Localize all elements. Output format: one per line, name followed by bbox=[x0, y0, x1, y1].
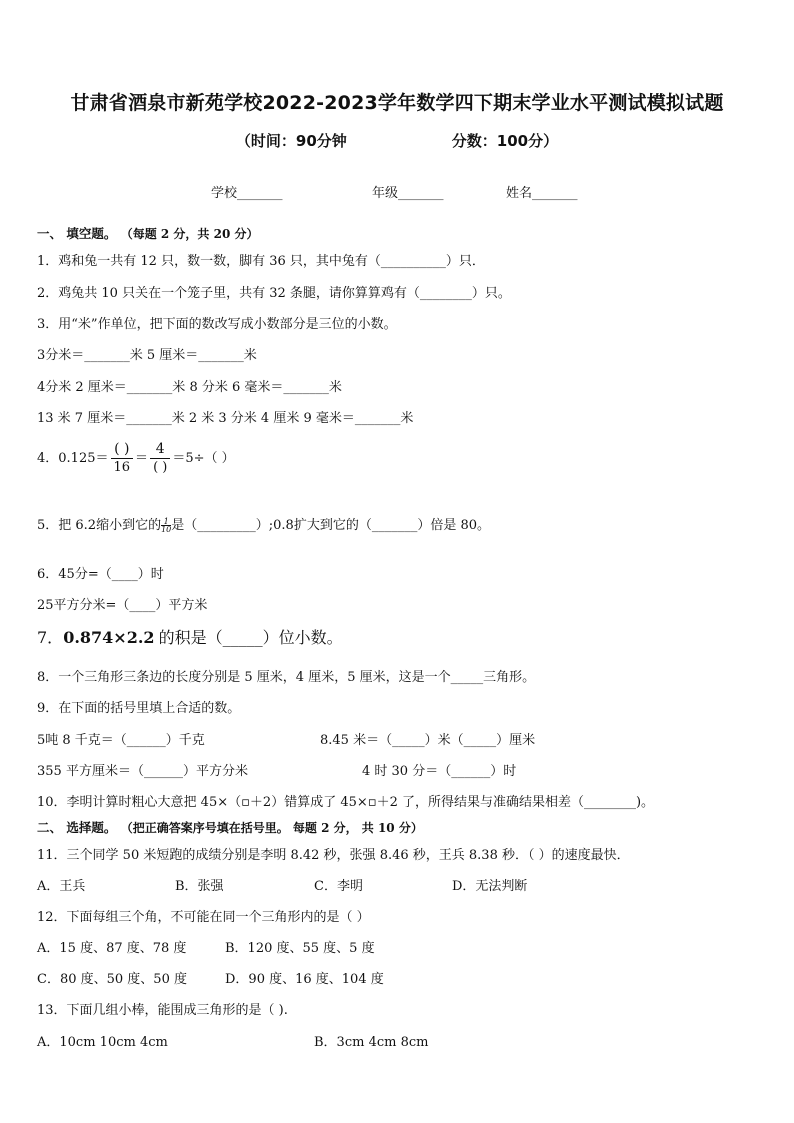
option-11d[interactable]: D．无法判断 bbox=[452, 879, 528, 894]
option-12a[interactable]: A．15 度、87 度、78 度 bbox=[37, 941, 187, 956]
fraction-1 bbox=[111, 441, 134, 476]
small-fraction-denominator: 10 bbox=[161, 525, 172, 534]
option-12b[interactable]: B．120 度、55 度、5 度 bbox=[225, 941, 375, 956]
question-4 bbox=[37, 441, 235, 476]
page-title: 甘肃省酒泉市新苑学校2022-2023学年数学四下期末学业水平测试模拟试题 bbox=[70, 92, 724, 114]
fraction-2-numerator: 4 bbox=[150, 441, 170, 459]
option-13a[interactable]: A．10cm 10cm 4cm bbox=[37, 1035, 168, 1050]
question-7 bbox=[37, 625, 343, 648]
question-5-lead: 5．把 6.2缩小到它的 bbox=[37, 518, 162, 533]
question-3c: 13 米 7 厘米＝_______米 2 米 3 分米 4 厘米 9 毫米＝_______米 bbox=[37, 411, 414, 426]
option-12d[interactable]: D．90 度、16 度、104 度 bbox=[225, 972, 384, 987]
fraction-1-numerator: ( ) bbox=[111, 441, 134, 459]
grade-field[interactable]: 年级_______ bbox=[372, 186, 444, 201]
question-3a: 3分米＝_______米 5 厘米＝_______米 bbox=[37, 348, 257, 363]
question-7-expression: 0.874×2.2 bbox=[63, 628, 155, 647]
question-9a-left: 5吨 8 千克＝（______）千克 bbox=[37, 733, 205, 748]
question-5 bbox=[37, 514, 490, 533]
section-2-note: （把正确答案序号填在括号里。 每题 2 分， 共 10 分） bbox=[120, 821, 423, 835]
question-12: 12．下面每组三个角，不可能在同一个三角形内的是（ ） bbox=[37, 910, 370, 925]
small-fraction-numerator: 1 bbox=[161, 518, 171, 526]
score-label: 分数：100分） bbox=[451, 132, 559, 150]
question-5-tail: 是（_________）;0.8扩大到它的（_______）倍是 80。 bbox=[171, 518, 490, 533]
question-4-lead: 4．0.125＝ bbox=[37, 451, 109, 466]
school-field[interactable]: 学校_______ bbox=[211, 186, 283, 201]
option-11a[interactable]: A．王兵 bbox=[37, 879, 86, 894]
question-10: 10．李明计算时粗心大意把 45×（▫＋2）错算成了 45×▫＋2 了，所得结果与准确结果相差（________)。 bbox=[37, 795, 655, 810]
name-field[interactable]: 姓名_______ bbox=[506, 186, 578, 201]
question-3b: 4分米 2 厘米＝_______米 8 分米 6 毫米＝_______米 bbox=[37, 380, 342, 395]
question-9b-left: 355 平方厘米＝（______）平方分米 bbox=[37, 764, 248, 779]
section-1-note: （每题 2 分，共 20 分） bbox=[120, 227, 259, 241]
question-6b: 25平方分米=（____）平方米 bbox=[37, 598, 208, 613]
option-11b[interactable]: B．张强 bbox=[175, 879, 224, 894]
subtitle bbox=[0, 130, 794, 151]
question-4-tail: ＝5÷（ ） bbox=[172, 451, 235, 466]
section-2-heading bbox=[37, 818, 423, 836]
question-11: 11．三个同学 50 米短跑的成绩分别是李明 8.42 秒，张强 8.46 秒，王兵 8.38 秒．（ ）的速度最快． bbox=[37, 848, 630, 863]
equals-sign: ＝ bbox=[135, 451, 149, 466]
time-label: （时间：90分钟 bbox=[235, 132, 347, 150]
fraction-2 bbox=[150, 441, 170, 476]
question-6a: 6．45分=（____）时 bbox=[37, 567, 164, 582]
section-2-title: 二、 选择题。 bbox=[37, 820, 117, 835]
question-7-tail: 的积是（_____）位小数。 bbox=[158, 628, 343, 647]
question-8: 8．一个三角形三条边的长度分别是 5 厘米，4 厘米，5 厘米，这是一个_____三角形。 bbox=[37, 670, 536, 685]
option-11c[interactable]: C．李明 bbox=[314, 879, 363, 894]
section-1-title: 一、 填空题。 bbox=[37, 226, 117, 241]
question-2: 2．鸡兔共 10 只关在一个笼子里，共有 32 条腿，请你算算鸡有（________）只。 bbox=[37, 286, 511, 301]
small-fraction bbox=[161, 518, 171, 533]
fraction-2-denominator: ( ) bbox=[153, 460, 168, 475]
option-13b[interactable]: B．3cm 4cm 8cm bbox=[314, 1035, 429, 1050]
option-12c[interactable]: C．80 度、50 度、50 度 bbox=[37, 972, 187, 987]
question-9: 9．在下面的括号里填上合适的数。 bbox=[37, 701, 241, 716]
section-1-heading bbox=[37, 224, 258, 242]
question-9a-right: 8.45 米＝（_____）米（_____）厘米 bbox=[320, 733, 536, 748]
fraction-1-denominator: 16 bbox=[113, 460, 131, 475]
question-13: 13．下面几组小棒，能围成三角形的是（ ). bbox=[37, 1003, 288, 1018]
question-7-lead: 7． bbox=[37, 628, 64, 647]
question-3: 3．用“米”作单位，把下面的数改写成小数部分是三位的小数。 bbox=[37, 317, 397, 332]
question-9b-right: 4 时 30 分＝（______）时 bbox=[362, 764, 517, 779]
question-1: 1．鸡和兔一共有 12 只，数一数，脚有 36 只，其中兔有（__________）只． bbox=[37, 254, 485, 269]
